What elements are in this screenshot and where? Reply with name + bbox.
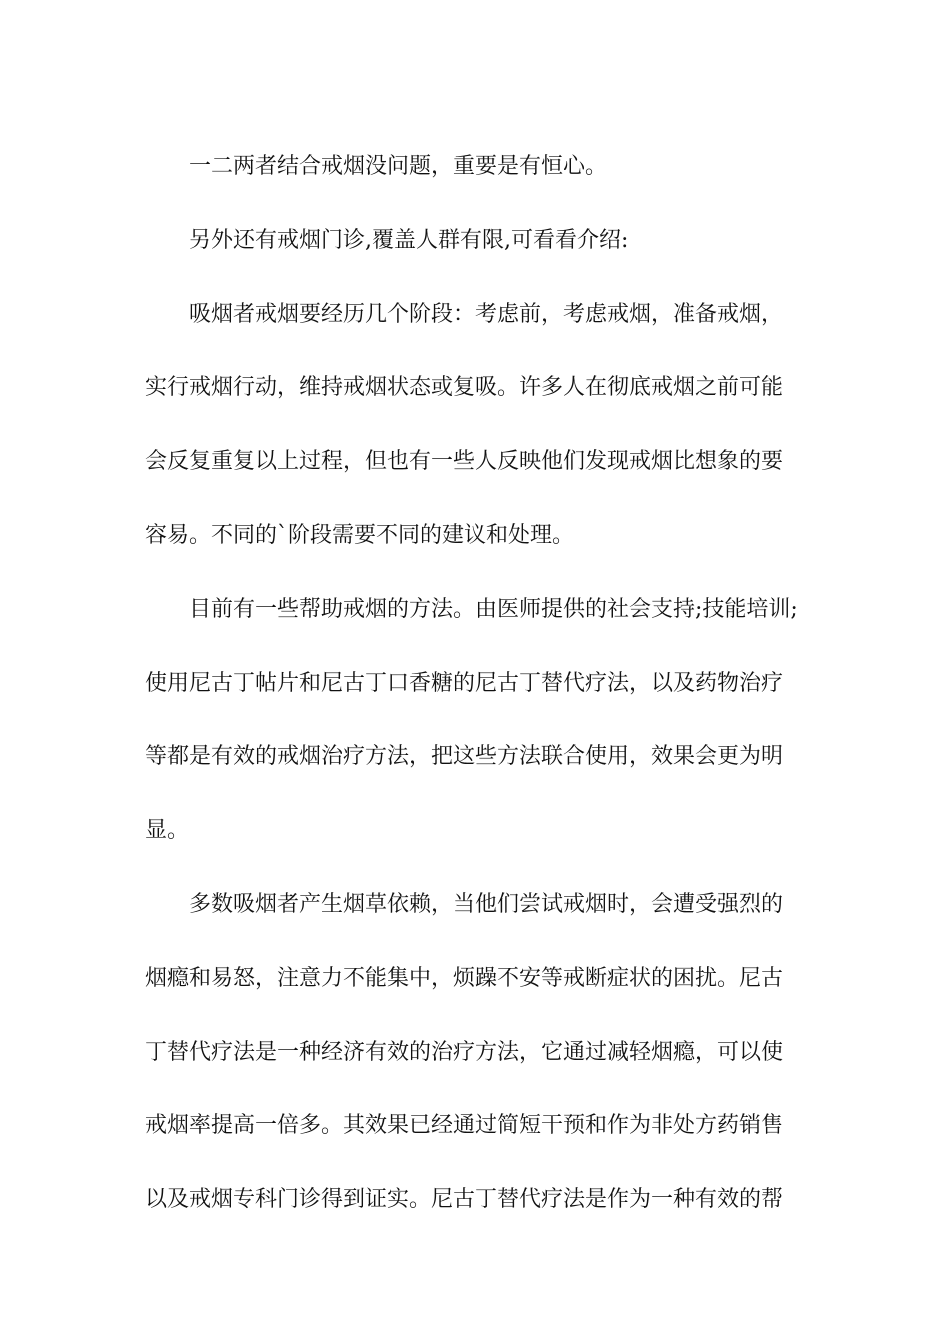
text-line: 多数吸烟者产生烟草依赖，当他们尝试戒烟时，会遭受强烈的 — [189, 891, 784, 917]
text-line: 另外还有戒烟门诊,覆盖人群有限,可看看介绍: — [189, 227, 629, 253]
text-line: 实行戒烟行动，维持戒烟状态或复吸。许多人在彻底戒烟之前可能 — [145, 375, 784, 401]
text-line: 戒烟率提高一倍多。其效果已经通过简短干预和作为非处方药销售 — [145, 1113, 784, 1139]
text-line: 使用尼古丁帖片和尼古丁口香糖的尼古丁替代疗法，以及药物治疗 — [145, 670, 784, 696]
text-line: 会反复重复以上过程，但也有一些人反映他们发现戒烟比想象的要 — [145, 449, 784, 475]
text-line: 以及戒烟专科门诊得到证实。尼古丁替代疗法是作为一种有效的帮 — [145, 1187, 784, 1213]
text-line: 显。 — [145, 818, 190, 844]
text-line: 等都是有效的戒烟治疗方法，把这些方法联合使用，效果会更为明 — [145, 744, 784, 770]
text-line: 烟瘾和易怒，注意力不能集中，烦躁不安等戒断症状的困扰。尼古 — [145, 965, 784, 991]
text-line: 目前有一些帮助戒烟的方法。由医师提供的社会支持;技能培训; — [189, 596, 798, 622]
document-body — [145, 130, 815, 1237]
text-line: 丁替代疗法是一种经济有效的治疗方法，它通过减轻烟瘾，可以使 — [145, 1039, 784, 1065]
text-line: 容易。不同的`阶段需要不同的建议和处理。 — [145, 522, 575, 548]
text-line: 吸烟者戒烟要经历几个阶段：考虑前，考虑戒烟，准备戒烟， — [189, 301, 784, 327]
text-line: 一二两者结合戒烟没问题，重要是有恒心。 — [189, 154, 608, 179]
